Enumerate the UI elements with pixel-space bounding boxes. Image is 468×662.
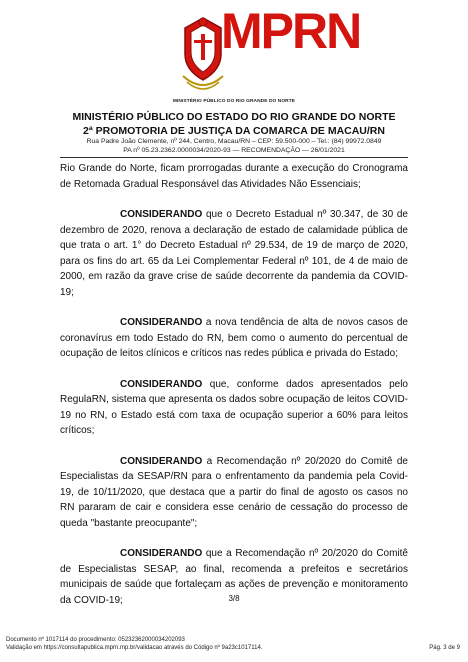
mprn-logo (159, 3, 361, 108)
coat-of-arms-icon (181, 10, 225, 98)
document-body (60, 161, 408, 623)
page-marker: 3/8 (228, 594, 240, 603)
considerando-label: CONSIDERANDO (120, 378, 203, 390)
paragraph-2 (60, 207, 408, 300)
considerando-label: CONSIDERANDO (120, 548, 203, 559)
paragraph-3 (60, 315, 408, 362)
logo-text: MPRN (221, 3, 361, 59)
paragraph-text: Rio Grande do Norte, ficam prorrogadas durante a execução do Cronograma de Retomada Gradual Responsável das Atividades Não Essenciais; (60, 163, 408, 190)
paragraph-text: que o Decreto Estadual nº 30.347, de 30 de dezembro de 2020, renova a declaração de estado de calamidade pública de que trata o art. 1° do Decreto Estadual nº 29.534, de 19 de março de 2020, para os fins do art. 65 da Lei Complementar Federal nº 101, de 4 de maio de 2000, em razão da grave crise de saúde decorrente da pandemia da COVID-19; (60, 209, 408, 298)
reference-line: PA nº 05.23.2362.0000034/2020-93 — RECOMENDAÇÃO — 26/01/2021 (123, 147, 345, 154)
document-number-line: Documento nº 1017114 do procedimento: 05232362000034202093 (6, 637, 185, 643)
paragraph-4 (60, 377, 408, 439)
header-divider (60, 157, 408, 158)
logo-subtitle: MINISTÉRIO PÚBLICO DO RIO GRANDE DO NORTE (172, 99, 296, 104)
paragraph-text: que, conforme dados apresentados pelo RegulaRN, sistema que apresenta os dados sobre ocupação de leitos COVID-19 no RN, o Estado está com taxa de ocupação superior a 60% para leitos críticos; (60, 378, 408, 436)
considerando-label: CONSIDERANDO (120, 209, 203, 220)
considerando-label: CONSIDERANDO (120, 317, 203, 328)
paragraph-text: que a Recomendação nº 20/2020 do Comitê de Especialistas SESAP, ao final, recomenda a prefeitos e secretários municipais de saúde que fortaleçam as ações de prevenção e monitoramento da COVID-19; (60, 548, 408, 606)
page-count: Pág. 3 de 9 (429, 645, 460, 651)
paragraph-text: a Recomendação nº 20/2020 do Comitê de Especialistas da SESAP/RN para o enfrentamento da pandemia pela Covid-19, de 10/11/2020, que destaca que a partir do final de agosto os casos no RN pararam de cair e considera esse cenário de cessação do processo de queda "bastante preocupante"; (60, 455, 408, 529)
institution-title: MINISTÉRIO PÚBLICO DO ESTADO DO RIO GRANDE DO NORTE (72, 111, 396, 123)
validation-line: Validação em https://consultapublica.mprn.mp.br/validacao através do Código nº 9a23c1017114. (6, 645, 263, 651)
considerando-label: CONSIDERANDO (120, 455, 203, 467)
paragraph-text: a nova tendência de alta de novos casos de coronavírus em todo Estado do RN, bem como o aumento do percentual de ocupação de leitos clínicos e críticos nas redes pública e privada do Estado; (60, 317, 408, 359)
header-logo (0, 4, 468, 108)
paragraph-1 (60, 161, 408, 192)
address-line: Rua Padre João Clemente, nº 244, Centro, Macau/RN – CEP: 59.500-000 – Tel.: (84) 99972.0849 (86, 138, 382, 145)
office-title: 2ª PROMOTORIA DE JUSTIÇA DA COMARCA DE MACAU/RN (83, 125, 385, 137)
paragraph-5 (60, 454, 408, 532)
